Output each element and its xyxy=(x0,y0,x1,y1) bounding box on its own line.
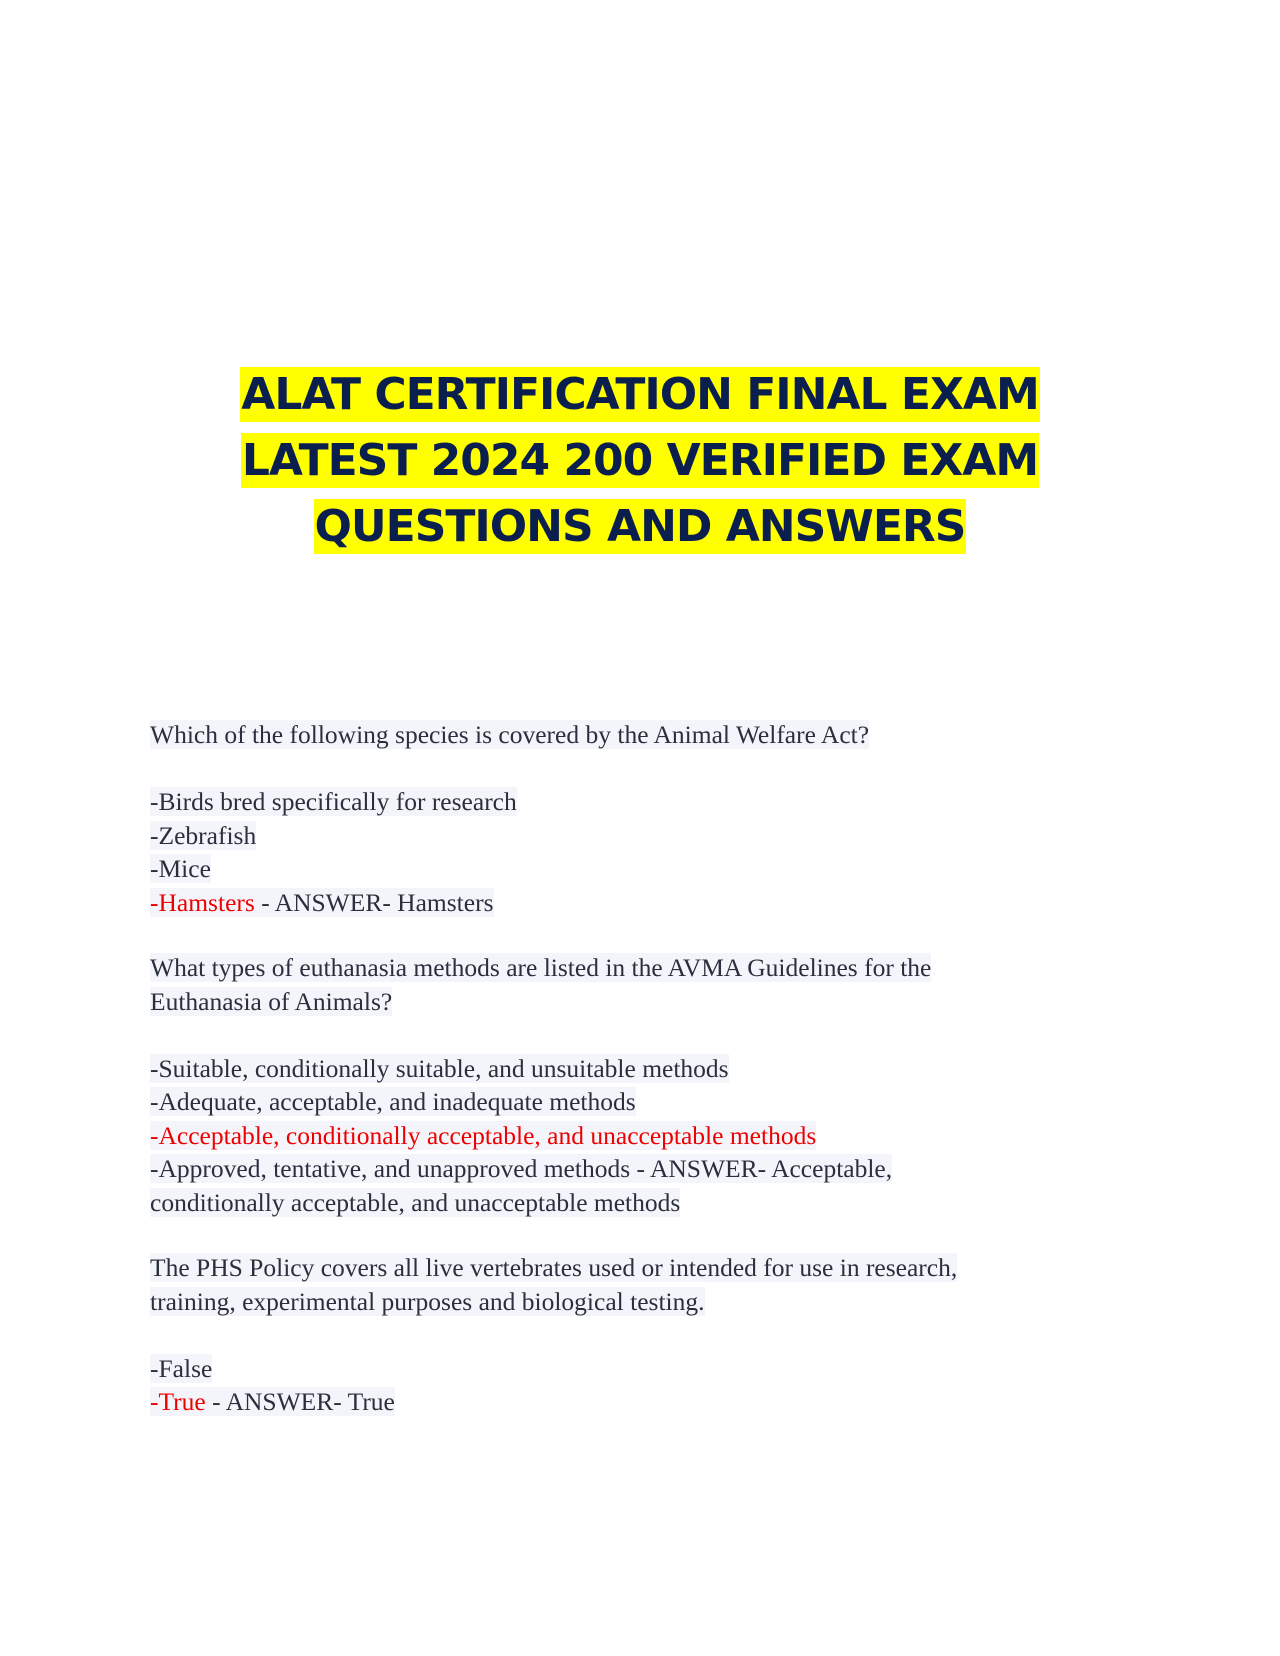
question-text: The PHS Policy covers all live vertebrates used or intended for use in research, xyxy=(150,1253,958,1282)
answer-text: - ANSWER- Hamsters xyxy=(254,887,494,917)
question-text: training, experimental purposes and biological testing. xyxy=(150,1286,705,1316)
option-correct: -Acceptable, conditionally acceptable, and unacceptable methods xyxy=(150,1120,817,1150)
question-block-1 xyxy=(150,718,1150,919)
title-line-2: LATEST 2024 200 VERIFIED EXAM xyxy=(241,435,1039,486)
question-text: Euthanasia of Animals? xyxy=(150,986,393,1016)
option: -Approved, tentative, and unapproved methods - ANSWER- Acceptable, xyxy=(150,1154,893,1183)
title-line-1: ALAT CERTIFICATION FINAL EXAM xyxy=(241,369,1039,420)
document-title xyxy=(0,362,1280,560)
option: -Zebrafish xyxy=(150,820,257,850)
answer-text: conditionally acceptable, and unacceptable methods xyxy=(150,1187,681,1217)
answer-text: - ANSWER- True xyxy=(205,1387,395,1416)
correct-option: -True xyxy=(150,1387,206,1416)
question-text: What types of euthanasia methods are listed in the AVMA Guidelines for the xyxy=(150,953,932,982)
option: -Mice xyxy=(150,854,211,883)
option-correct xyxy=(150,1385,1150,1419)
option-correct xyxy=(150,886,1150,920)
title-line-3: QUESTIONS AND ANSWERS xyxy=(314,501,966,552)
option: -False xyxy=(150,1353,213,1383)
option: -Adequate, acceptable, and inadequate methods xyxy=(150,1087,636,1116)
question-text: Which of the following species is covered by the Animal Welfare Act? xyxy=(150,720,870,749)
question-block-2 xyxy=(150,951,1150,1219)
question-block-3 xyxy=(150,1251,1150,1419)
option: -Suitable, conditionally suitable, and unsuitable methods xyxy=(150,1053,729,1083)
correct-option: -Hamsters xyxy=(150,887,255,917)
option: -Birds bred specifically for research xyxy=(150,787,517,816)
